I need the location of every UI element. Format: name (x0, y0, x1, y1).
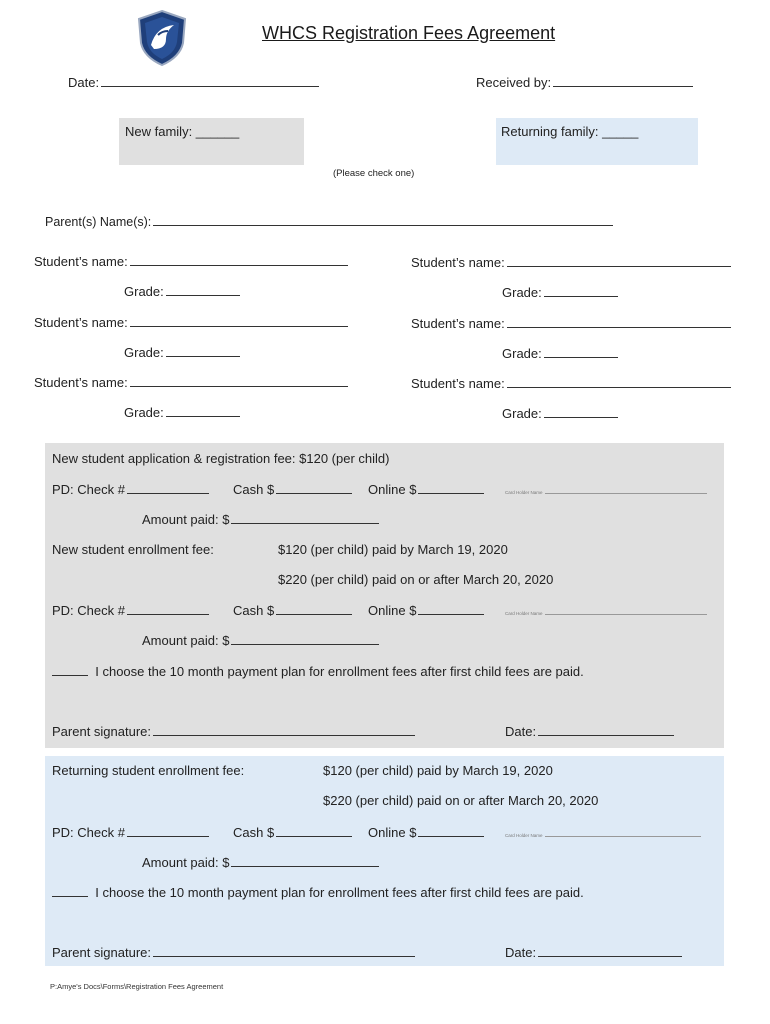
amount-paid-label: Amount paid: $ (142, 512, 230, 527)
cash-field[interactable] (233, 602, 352, 618)
cash-label: Cash $ (233, 825, 275, 840)
cash-field[interactable] (233, 824, 352, 840)
cash-label: Cash $ (233, 482, 275, 497)
footer-path: P:Amye's Docs\Forms\Registration Fees Agreement (50, 982, 224, 991)
app-fee-text: New student application & registration fee: $120 (per child) (52, 451, 390, 466)
grade-label: Grade: (502, 285, 542, 300)
payment-plan-checkbox[interactable] (52, 884, 88, 897)
student-name-field[interactable] (34, 314, 348, 330)
enroll-fee-line1: $120 (per child) paid by March 19, 2020 (278, 542, 508, 557)
amount-paid-field[interactable] (142, 632, 379, 648)
grade-label: Grade: (502, 346, 542, 361)
payment-plan-label: I choose the 10 month payment plan for enrollment fees after first child fees are paid. (95, 885, 584, 900)
signature-date-label: Date: (505, 945, 537, 960)
student-name-label: Student’s name: (34, 315, 128, 330)
grade-field[interactable] (124, 344, 240, 360)
check-number-field[interactable] (52, 602, 209, 618)
check-one-note: (Please check one) (333, 168, 415, 179)
parents-name-label: Parent(s) Name(s): (45, 215, 152, 229)
online-label: Online $ (368, 603, 417, 618)
check-label: PD: Check # (52, 482, 125, 497)
online-field[interactable] (368, 602, 484, 618)
student-name-label: Student’s name: (34, 375, 128, 390)
cash-field[interactable] (233, 481, 352, 497)
grade-label: Grade: (124, 284, 164, 299)
grade-label: Grade: (124, 345, 164, 360)
student-name-label: Student’s name: (411, 316, 505, 331)
student-name-field[interactable] (34, 374, 348, 390)
date-label: Date: (68, 75, 100, 90)
grade-field[interactable] (124, 283, 240, 299)
grade-field[interactable] (502, 284, 618, 300)
enroll-fee-line2: $220 (per child) paid on or after March 20, 2020 (278, 572, 554, 587)
date-field[interactable] (68, 74, 319, 90)
signature-label: Parent signature: (52, 724, 152, 739)
grade-field[interactable] (502, 345, 618, 361)
payment-plan-checkbox[interactable] (52, 663, 88, 676)
signature-date-field[interactable] (505, 944, 682, 960)
parents-name-field[interactable] (45, 213, 613, 229)
card-holder-label: Card Holder Name (505, 833, 543, 838)
check-label: PD: Check # (52, 603, 125, 618)
student-name-label: Student’s name: (411, 376, 505, 391)
grade-label: Grade: (502, 406, 542, 421)
student-name-field[interactable] (411, 315, 731, 331)
online-field[interactable] (368, 481, 484, 497)
student-name-label: Student’s name: (411, 255, 505, 270)
amount-paid-label: Amount paid: $ (142, 855, 230, 870)
payment-plan-option[interactable] (52, 663, 584, 679)
page-title: WHCS Registration Fees Agreement (262, 23, 556, 43)
online-field[interactable] (368, 824, 484, 840)
check-number-field[interactable] (52, 481, 209, 497)
new-family-label: New family: ______ (125, 124, 240, 139)
student-name-field[interactable] (411, 375, 731, 391)
returning-enroll-label: Returning student enrollment fee: (52, 763, 245, 778)
parent-signature-field[interactable] (52, 723, 415, 739)
online-label: Online $ (368, 482, 417, 497)
card-holder-label: Card Holder Name (505, 611, 543, 616)
card-holder-field[interactable] (505, 489, 707, 495)
card-holder-field[interactable] (505, 610, 707, 616)
enroll-fee-label: New student enrollment fee: (52, 542, 214, 557)
cash-label: Cash $ (233, 603, 275, 618)
amount-paid-field[interactable] (142, 511, 379, 527)
amount-paid-label: Amount paid: $ (142, 633, 230, 648)
grade-field[interactable] (124, 404, 240, 420)
card-holder-label: Card Holder Name (505, 490, 543, 495)
student-name-field[interactable] (34, 253, 348, 269)
returning-enroll-line2: $220 (per child) paid on or after March 20, 2020 (323, 793, 599, 808)
signature-date-label: Date: (505, 724, 537, 739)
received-by-label: Received by: (476, 75, 552, 90)
student-name-label: Student’s name: (34, 254, 128, 269)
online-label: Online $ (368, 825, 417, 840)
check-number-field[interactable] (52, 824, 209, 840)
shield-logo-icon (136, 9, 188, 67)
signature-label: Parent signature: (52, 945, 152, 960)
returning-enroll-line1: $120 (per child) paid by March 19, 2020 (323, 763, 553, 778)
received-by-field[interactable] (476, 74, 693, 90)
student-name-field[interactable] (411, 254, 731, 270)
returning-family-label: Returning family: _____ (501, 124, 639, 139)
check-label: PD: Check # (52, 825, 125, 840)
payment-plan-label: I choose the 10 month payment plan for enrollment fees after first child fees are paid. (95, 664, 584, 679)
grade-field[interactable] (502, 405, 618, 421)
signature-date-field[interactable] (505, 723, 674, 739)
amount-paid-field[interactable] (142, 854, 379, 870)
parent-signature-field[interactable] (52, 944, 415, 960)
card-holder-field[interactable] (505, 832, 701, 838)
payment-plan-option[interactable] (52, 884, 584, 900)
grade-label: Grade: (124, 405, 164, 420)
